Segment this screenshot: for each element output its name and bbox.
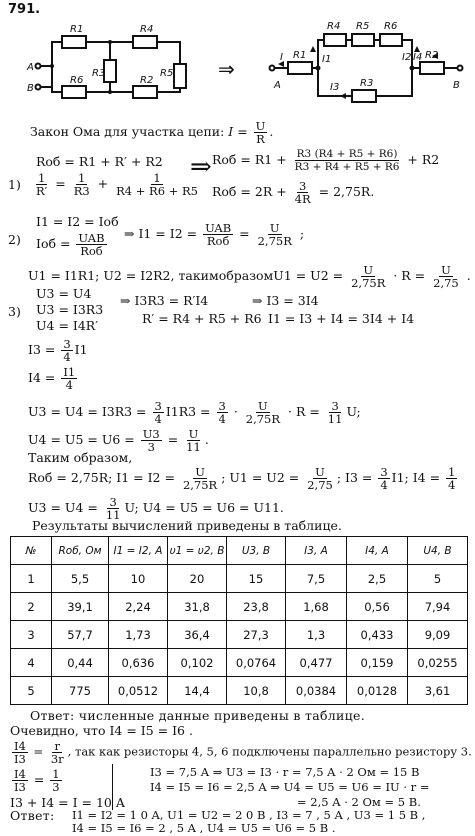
table-cell: 0,0512 [109, 677, 168, 705]
step1-line1: Rоб = R1 + R′ + R2 [36, 154, 163, 169]
u3-line: U3 = U4 = I3R3 = $\frac{3}{4}$ I1R3 = $\frac{3}{4}$ · $\frac{U}{2,75R}$ · R = $\frac{3}{11}$ U; [28, 399, 361, 426]
summary-line2: U3 = U4 = $\frac{3}{11}$ U; U4 = U5 = U6 = U11. [28, 495, 284, 522]
table-cell: 10,8 [227, 677, 286, 705]
table-cell: 5 [408, 565, 468, 593]
step1-line2: $\frac{1}{R'}$ = $\frac{1}{R3}$ + $\frac{1}{R4 + R6 + R5}$ [36, 171, 198, 198]
step3-res1: ⇒ I3 = 3I4 [252, 293, 319, 308]
lbl-left-r2: R2 [140, 75, 154, 86]
table-cell: 0,56 [347, 593, 408, 621]
lbl-left-b: B [27, 83, 34, 94]
table-cell: 1,68 [286, 593, 347, 621]
final-right-line3: = 2,5 A · 2 Ом = 5 B. [297, 795, 421, 809]
answer1-line: Ответ: численные данные приведены в таблице. [30, 708, 365, 723]
final-divider [112, 764, 113, 810]
table-cell: 5 [11, 677, 52, 705]
step2-line2: Iоб = $\frac{\text{UAB}}{\text{Rоб}}$ [36, 231, 105, 258]
final-left-line2: I3 + I4 = I = 10 A [10, 795, 125, 810]
u1-line: U1 = I1R1; U2 = I2R2, такимобразомU1 = U2 = $\frac{U}{2,75R}$ · R = $\frac{U}{2,75}$ . [28, 263, 471, 290]
table-header-row [11, 537, 468, 565]
table-row [11, 649, 468, 677]
table-row [11, 677, 468, 705]
lbl-right-i1: I1 [322, 54, 332, 65]
results-table [10, 536, 468, 705]
table-cell: 57,7 [52, 621, 109, 649]
ohm-law-line: Закон Ома для участка цепи: I = $\frac{U}{R}$ . [30, 119, 274, 146]
lbl-right-r2: R2 [425, 50, 439, 61]
step2-number: 2) [8, 232, 21, 247]
lbl-left-r1: R1 [70, 24, 84, 35]
th-u4: U4, B [408, 537, 468, 565]
table-cell: 15 [227, 565, 286, 593]
table-cell: 3,61 [408, 677, 468, 705]
left-resistor-r2 [133, 86, 157, 98]
table-cell: 39,1 [52, 593, 109, 621]
table-cell: 5,5 [52, 565, 109, 593]
right-resistor-r5 [352, 34, 374, 46]
left-resistor-r1 [62, 36, 86, 48]
table-cell: 0,477 [286, 649, 347, 677]
step2-line1: I1 = I2 = Iоб [36, 214, 119, 229]
table-cell: 2 [11, 593, 52, 621]
table-cell: 1,3 [286, 621, 347, 649]
table-cell: 0,0255 [408, 649, 468, 677]
table-row [11, 593, 468, 621]
table-cell: 7,5 [286, 565, 347, 593]
th-i1: I1 = I2, A [109, 537, 168, 565]
obvious-line: Очевидно, что I4 = I5 = I6 . [10, 723, 193, 738]
answer2-line1: I1 = I2 = 1 0 A, U1 = U2 = 2 0 B , I3 = 7 , 5 A , U3 = 1 5 B , [72, 808, 426, 822]
table-cell: 23,8 [227, 593, 286, 621]
ratio-line: $\frac{I4}{I3}$ = $\frac{r}{3r}$ , так как резисторы 4, 5, 6 подключены параллельно резистору 3. [14, 739, 472, 766]
th-i3: I3, A [286, 537, 347, 565]
th-u1: υ1 = υ2, B [168, 537, 227, 565]
step2-result: ⇒ I1 = I2 = $\frac{\text{UAB}}{\text{Rоб}}$ = $\frac{U}{2,75R}$ ; [124, 221, 305, 248]
table-row [11, 565, 468, 593]
left-resistor-r4 [133, 36, 157, 48]
table-cell: 0,0764 [227, 649, 286, 677]
th-u3: U3, B [227, 537, 286, 565]
answer2-line2: I4 = I5 = I6 = 2 , 5 A , U4 = U5 = U6 = 5 B . [72, 821, 336, 835]
table-cell: 3 [11, 621, 52, 649]
lbl-left-r4: R4 [140, 24, 154, 35]
lbl-left-r5: R5 [160, 68, 174, 79]
step3-res2: I1 = I3 + I4 = 3I4 + I4 [268, 311, 415, 326]
table-row [11, 621, 468, 649]
step1-res1: Rоб = R1 + $\frac{R3 (R4 + R5 + R6)}{R3 + R4 + R5 + R6}$ + R2 [212, 148, 440, 173]
table-cell: 0,102 [168, 649, 227, 677]
step3-number: 3) [8, 304, 21, 319]
final-left-line1: $\frac{I4}{I3}$ = $\frac{1}{3}$ [14, 767, 60, 794]
th-num: № [11, 537, 52, 565]
table-cell: 775 [52, 677, 109, 705]
table-cell: 0,433 [347, 621, 408, 649]
final-right-line1: I3 = 7,5 A ⇒ U3 = I3 · r = 7,5 A · 2 Ом = 15 B [150, 765, 420, 779]
lbl-right-r5: R5 [356, 21, 370, 32]
lbl-right-r3: R3 [360, 78, 374, 89]
answer2-label: Ответ: [10, 808, 55, 823]
problem-number: 791. [8, 2, 41, 17]
step3-line1: U3 = U4 [36, 286, 92, 301]
table-cell: 7,94 [408, 593, 468, 621]
step1-res2: Rоб = 2R + $\frac{3}{4R}$ = 2,75R. [212, 179, 375, 206]
right-resistor-r3 [352, 90, 376, 102]
circuit-diagrams [0, 12, 475, 104]
left-resistor-r5 [174, 64, 186, 88]
step3-line3: U4 = I4R′ [36, 318, 99, 333]
lbl-right-i3: I3 [330, 82, 340, 93]
lbl-left-a: A [27, 62, 34, 73]
lbl-right-i4: I4 [413, 52, 423, 63]
lbl-right-r4: R4 [327, 21, 341, 32]
step3-line2: U3 = I3R3 [36, 302, 104, 317]
right-resistor-r4 [324, 34, 346, 46]
lbl-right-b: B [453, 80, 460, 91]
table-cell: 20 [168, 565, 227, 593]
table-cell: 0,159 [347, 649, 408, 677]
table-cell: 2,5 [347, 565, 408, 593]
step1-number: 1) [8, 177, 21, 192]
table-caption: Результаты вычислений приведены в таблице. [32, 518, 342, 533]
table-cell: 0,636 [109, 649, 168, 677]
step3-mid2: R′ = R4 + R5 + R6 [142, 311, 262, 326]
table-cell: 1,73 [109, 621, 168, 649]
lbl-left-r6: R6 [70, 75, 84, 86]
step1-arrow: ⇒ [190, 152, 212, 182]
equivalence-arrow: ⇒ [218, 57, 235, 81]
table-cell: 1 [11, 565, 52, 593]
i3-line: I3 = $\frac{3}{4}$ I1 [28, 337, 88, 364]
th-i4: I4, A [347, 537, 408, 565]
table-cell: 4 [11, 649, 52, 677]
lbl-right-i: I [280, 52, 283, 63]
final-right-line2: I4 = I5 = I6 = 2,5 A ⇒ U4 = U5 = U6 = IU · r = [150, 780, 430, 794]
u4-line: U4 = U5 = U6 = $\frac{U3}{3}$ = $\frac{U}{11}$ . [28, 427, 209, 454]
lbl-right-r6: R6 [384, 21, 398, 32]
table-cell: 2,24 [109, 593, 168, 621]
table-cell: 14,4 [168, 677, 227, 705]
table-cell: 0,0384 [286, 677, 347, 705]
thus-line: Таким образом, [28, 450, 133, 465]
table-cell: 0,0128 [347, 677, 408, 705]
right-resistor-r6 [380, 34, 402, 46]
table-cell: 10 [109, 565, 168, 593]
left-resistor-r6 [62, 86, 86, 98]
lbl-right-i2: I2 [402, 52, 412, 63]
right-resistor-r1 [288, 62, 312, 74]
th-rob: Rоб, Ом [52, 537, 109, 565]
left-resistor-r3 [104, 60, 116, 82]
summary-line1: Rоб = 2,75R; I1 = I2 = $\frac{U}{2,75R}$ ; U1 = U2 = $\frac{U}{2,75}$ ; I3 = $\frac{3}{4}$ I1; I4 = $\frac{1}{4}$ [28, 465, 456, 492]
step3-mid1: ⇒ I3R3 = R′I4 [120, 293, 209, 308]
i4-line: I4 = $\frac{I1}{4}$ [28, 365, 76, 392]
lbl-right-a: A [274, 80, 281, 91]
right-resistor-r2 [420, 62, 444, 74]
lbl-left-r3: R3 [92, 68, 106, 79]
table-cell: 31,8 [168, 593, 227, 621]
table-cell: 27,3 [227, 621, 286, 649]
table-cell: 0,44 [52, 649, 109, 677]
table-cell: 9,09 [408, 621, 468, 649]
lbl-right-r1: R1 [293, 50, 307, 61]
table-cell: 36,4 [168, 621, 227, 649]
